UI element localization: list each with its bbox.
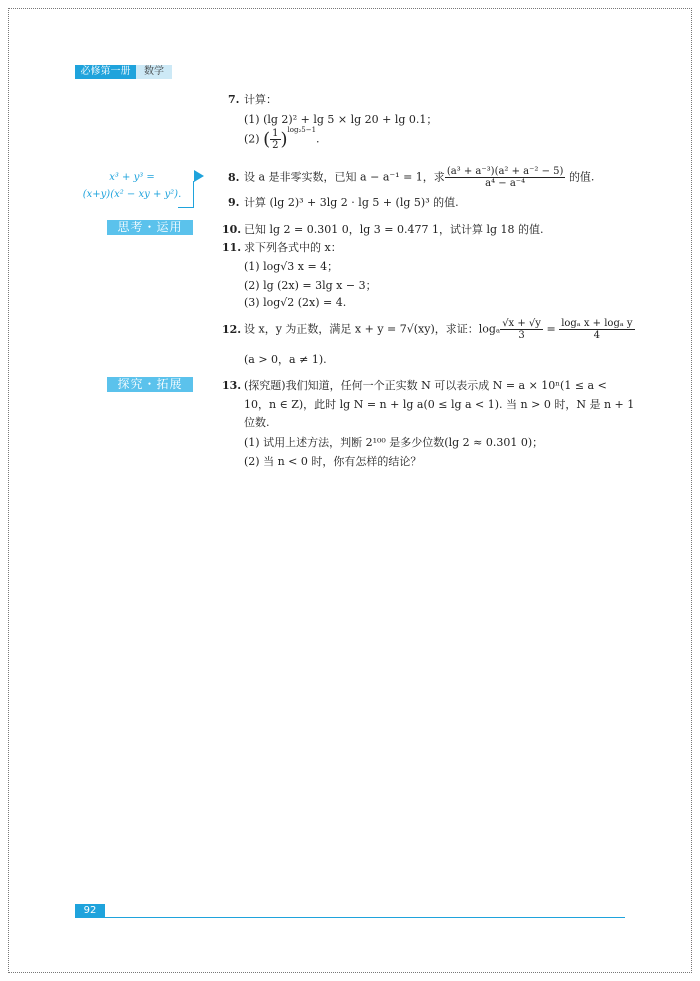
book-label: 必修第一册 xyxy=(75,65,136,79)
denominator: 4 xyxy=(593,330,601,341)
problem-text: 求下列各式中的 x： xyxy=(244,241,342,254)
equals: = xyxy=(546,322,556,336)
problem-number: 8. xyxy=(228,170,240,184)
problem-7-part-2: (2) ( $\frac{1}{2}$ )$^{log_25-1}$. xyxy=(244,125,320,151)
problem-8 xyxy=(228,166,594,189)
problem-11-part-1: (1) log√3 x = 4； xyxy=(244,260,339,273)
problem-text: 设 a 是非零实数，已知 a − a⁻¹ = 1，求 xyxy=(244,170,445,184)
denominator: 3 xyxy=(518,330,525,341)
problem-7-part-1: (1) (lg 2)² + lg 5 × lg 20 + lg 0.1； xyxy=(244,113,438,126)
problem-12-condition: (a > 0，a ≠ 1). xyxy=(244,353,327,366)
fraction-1 xyxy=(500,318,543,341)
part-label: (2) xyxy=(244,132,260,146)
problem-text: (探究题)我们知道，任何一个正实数 N 可以表示成 N = a × 10ⁿ(1 ≤ a < xyxy=(244,379,607,392)
problem-text-end: 的值. xyxy=(568,170,595,184)
footer-rule xyxy=(105,917,625,918)
problem-11-part-3: (3) log√2 (2x) = 4. xyxy=(244,296,347,309)
problem-text: 已知 lg 2 = 0.301 0，lg 3 = 0.477 1，试计算 lg 18 的值. xyxy=(244,223,544,236)
fraction xyxy=(270,128,280,151)
problem-text: 设 x，y 为正数，满足 x + y = 7√(xy)，求证：logₐ xyxy=(244,322,501,336)
problem-13-line-2: 10，n ∈ Z)，此时 lg N = n + lg a(0 ≤ lg a < 1). 当 n > 0 时，N 是 n + 1 xyxy=(244,398,635,411)
pointer-triangle-icon xyxy=(194,170,204,182)
problem-13-part-2: (2) 当 n < 0 时，你有怎样的结论？ xyxy=(244,455,422,468)
problem-10 xyxy=(222,221,544,237)
problem-number: 7. xyxy=(228,93,240,106)
side-note-line-2: (x+y)(x² − xy + y²). xyxy=(82,189,182,200)
page-number: 92 xyxy=(75,904,105,918)
problem-number: 11. xyxy=(222,241,242,254)
numerator: √x + √y xyxy=(502,318,541,329)
note-bracket xyxy=(193,181,194,208)
problem-13-line-3: 位数. xyxy=(244,416,270,429)
page-border xyxy=(8,8,692,973)
problem-number: 12. xyxy=(222,322,242,336)
problem-12 xyxy=(222,318,635,341)
numerator: 1 xyxy=(272,128,279,139)
problem-text: 计算： xyxy=(244,93,277,106)
problem-number: 10. xyxy=(222,223,242,236)
period: . xyxy=(316,132,320,146)
exponent: log₂5−1 xyxy=(287,125,317,134)
denominator: a⁴ − a⁻⁴ xyxy=(485,178,526,189)
problem-13-part-1: (1) 试用上述方法，判断 2¹⁰⁰ 是多少位数(lg 2 ≈ 0.301 0)； xyxy=(244,436,544,449)
denominator: 2 xyxy=(272,140,279,151)
problem-11-part-2: (2) lg (2x) = 3lg x − 3； xyxy=(244,279,377,292)
problem-number: 9. xyxy=(228,196,240,209)
problem-11 xyxy=(222,239,342,255)
side-note-line-1: x³ + y³ = xyxy=(109,172,155,183)
subject-label: 数学 xyxy=(136,65,172,79)
numerator: logₐ x + logₐ y xyxy=(561,318,633,329)
section-think-apply: 思考・运用 xyxy=(107,220,193,235)
problem-13 xyxy=(222,377,607,393)
problem-7 xyxy=(228,91,277,107)
problem-9 xyxy=(228,194,459,210)
section-explore-extend: 探究・拓展 xyxy=(107,377,193,392)
fraction xyxy=(445,166,566,189)
problem-text: 计算 (lg 2)³ + 3lg 2 · lg 5 + (lg 5)³ 的值. xyxy=(244,196,459,209)
fraction-2 xyxy=(559,318,634,341)
numerator: (a³ + a⁻³)(a² + a⁻² − 5) xyxy=(446,166,564,177)
problem-number: 13. xyxy=(222,379,242,392)
note-bracket-base xyxy=(178,207,194,208)
